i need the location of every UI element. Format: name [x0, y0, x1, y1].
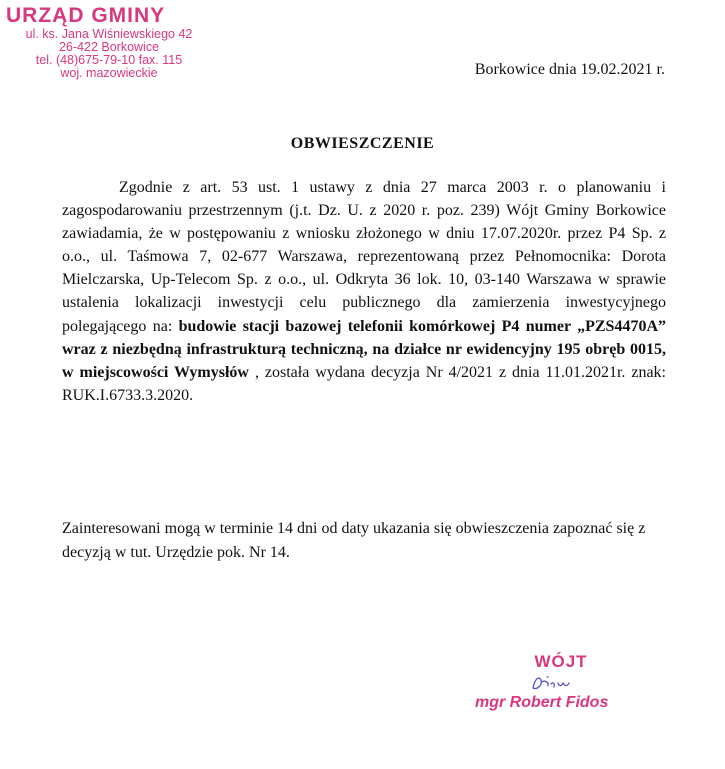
body-text-plain: Zgodnie z art. 53 ust. 1 ustawy z dnia 27 marca 2003 r. o planowaniu i zagospodarowaniu przestrzennym (j.t. Dz. U. z 2020 r. poz. 239) Wójt Gminy Borkowice zawiadamia, że w postępowaniu z wniosku złożonego w dniu 17.07.2020r. przez P4 Sp. z o.o., ul. Taśmowa 7, 02-677 Warszawa, reprezentowaną przez Pełnomocnika: Dorota Mielczarska, Up-Telecom Sp. z o.o., ul. Odkryta 36 lok. 10, 03-140 Warszawa w sprawie ustalenia lokalizacji inwestycji celu publicznego dla zamierzenia inwestycyjnego polegającego na:	[62, 179, 666, 335]
announcement-body	[62, 176, 666, 407]
document-date: Borkowice dnia 19.02.2021 r.	[474, 61, 665, 78]
stamp-title: URZĄD GMINY	[6, 4, 166, 27]
signature-scrawl-icon	[475, 672, 635, 694]
signature-block	[475, 652, 635, 712]
handwritten-signature	[475, 672, 635, 694]
signature-name: mgr Robert Fidos	[475, 694, 609, 711]
signature-title: WÓJT	[534, 652, 588, 671]
stamp-postal-line: 26-422 Borkowice	[58, 40, 160, 54]
office-stamp	[4, 4, 214, 80]
stamp-address-line: ul. ks. Jana Wiśniewskiego 42	[25, 27, 193, 41]
stamp-region-line: woj. mazowieckie	[60, 66, 158, 80]
stamp-phone-line: tel. (48)675-79-10 fax. 115	[35, 53, 183, 67]
document-heading: OBWIESZCZENIE	[290, 135, 435, 152]
notice-paragraph: Zainteresowani mogą w terminie 14 dni od daty ukazania się obwieszczenia zapoznać się z decyzją w tut. Urzędzie pok. Nr 14.	[62, 520, 646, 561]
body-text-bold: budowie stacji bazowej telefonii komórkowej P4 numer „PZS4470A” wraz z niezbędną infrastrukturą techniczną, na działce nr ewidencyjny 195 obręb 0015, w miejscowości Wymysłów	[62, 317, 666, 381]
body-text-tail: , została wydana decyzja Nr 4/2021 z dnia 11.01.2021r. znak: RUK.I.6733.3.2020.	[62, 363, 666, 404]
